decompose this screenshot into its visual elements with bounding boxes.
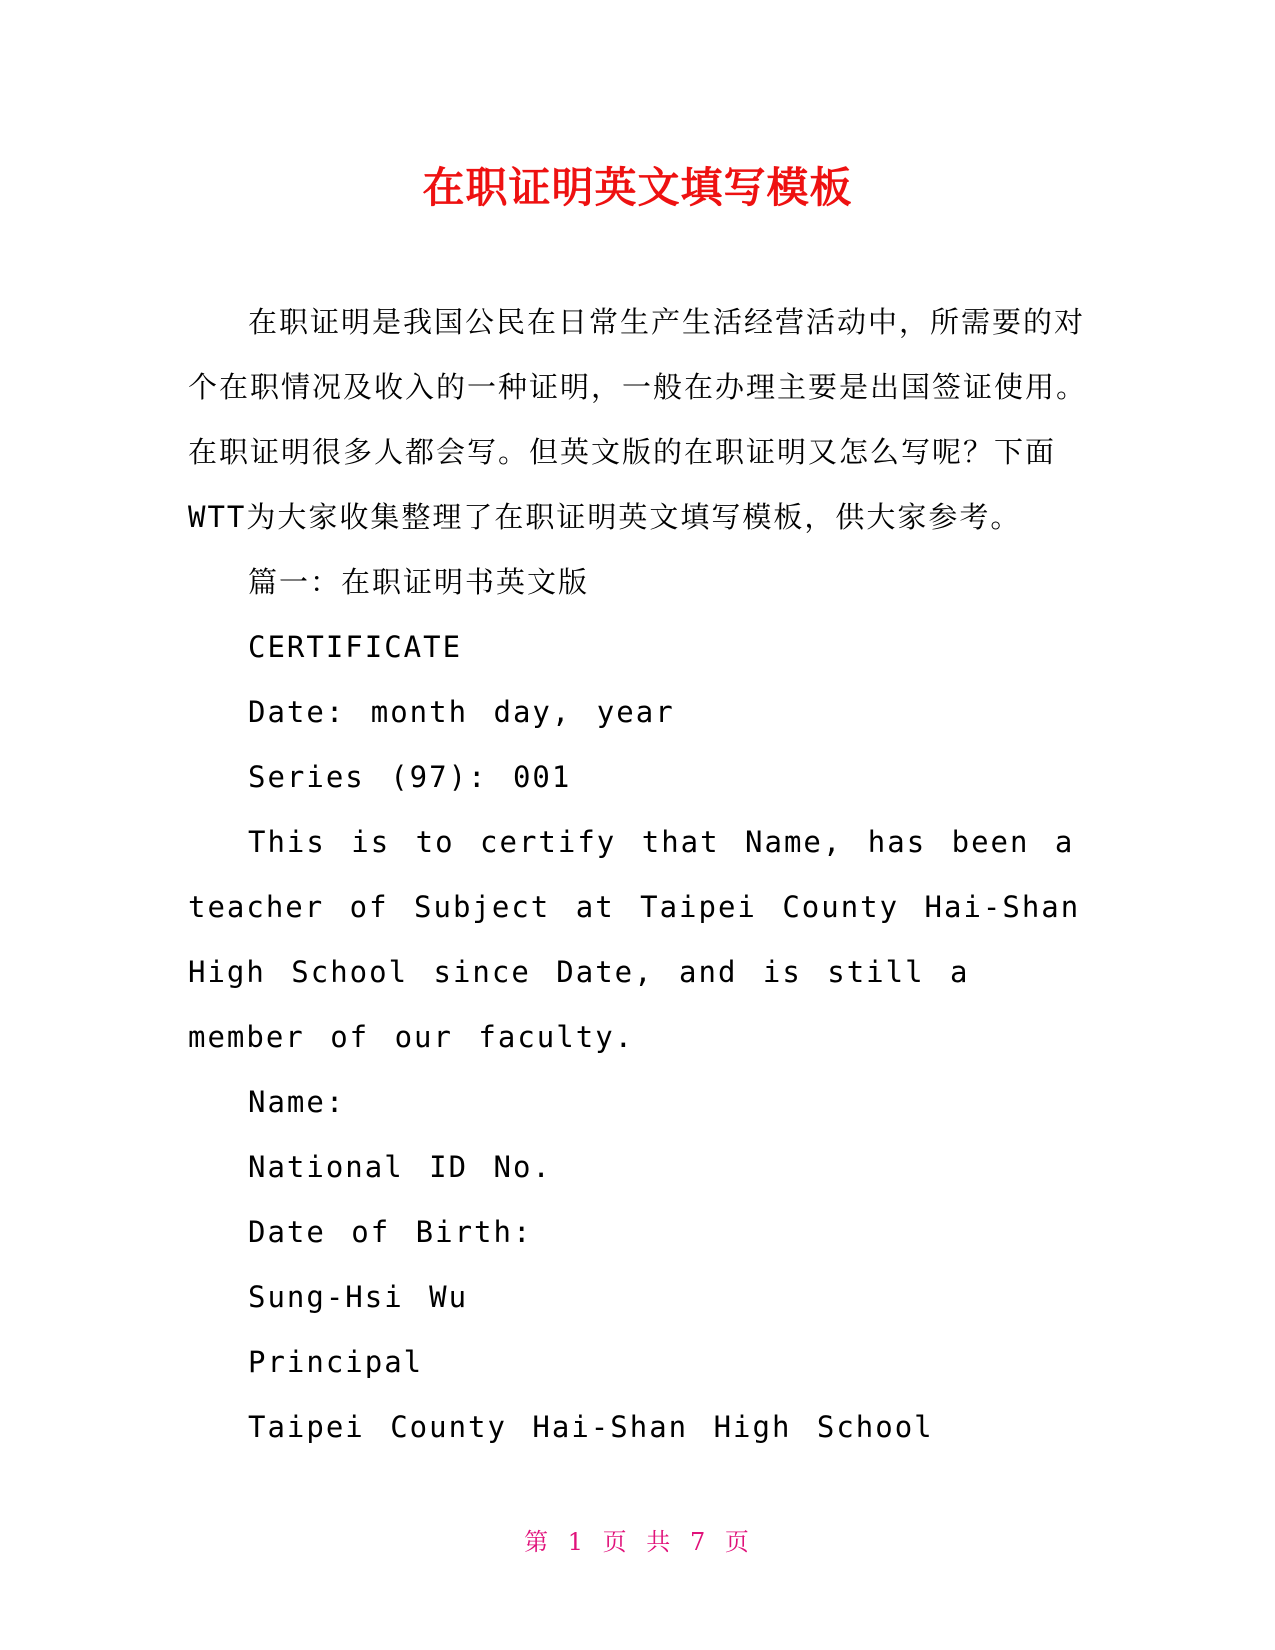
section-heading: 篇一：在职证明书英文版: [248, 565, 590, 599]
name-line: Name:: [248, 1085, 346, 1119]
signatory-name: Sung-Hsi Wu: [248, 1280, 469, 1314]
certify-paragraph: This is to certify that Name, has been a teacher of Subject at Taipei County Hai-Shan High School since Date, and is still a member of our faculty.: [188, 825, 1081, 1054]
page-title: 在职证明英文填写模板: [422, 163, 853, 212]
date-line: Date: month day, year: [248, 695, 675, 729]
school-name: Taipei County Hai-Shan High School: [248, 1410, 934, 1444]
date-of-birth-line: Date of Birth:: [248, 1215, 533, 1249]
national-id-line: National ID No.: [248, 1150, 552, 1184]
signatory-title: Principal: [248, 1345, 424, 1379]
document-body: [188, 290, 1088, 1460]
series-line: Series (97): 001: [248, 760, 572, 794]
intro-paragraph: 在职证明是我国公民在日常生产生活经营活动中，所需要的对个在职情况及收入的一种证明，一般在办理主要是出国签证使用。在职证明很多人都会写。但英文版的在职证明又怎么写呢？下面WTT为大家收集整理了在职证明英文填写模板，供大家参考。: [188, 305, 1088, 534]
certificate-heading: CERTIFICATE: [248, 630, 463, 664]
page-footer: 第 1 页 共 7 页: [524, 1528, 751, 1556]
